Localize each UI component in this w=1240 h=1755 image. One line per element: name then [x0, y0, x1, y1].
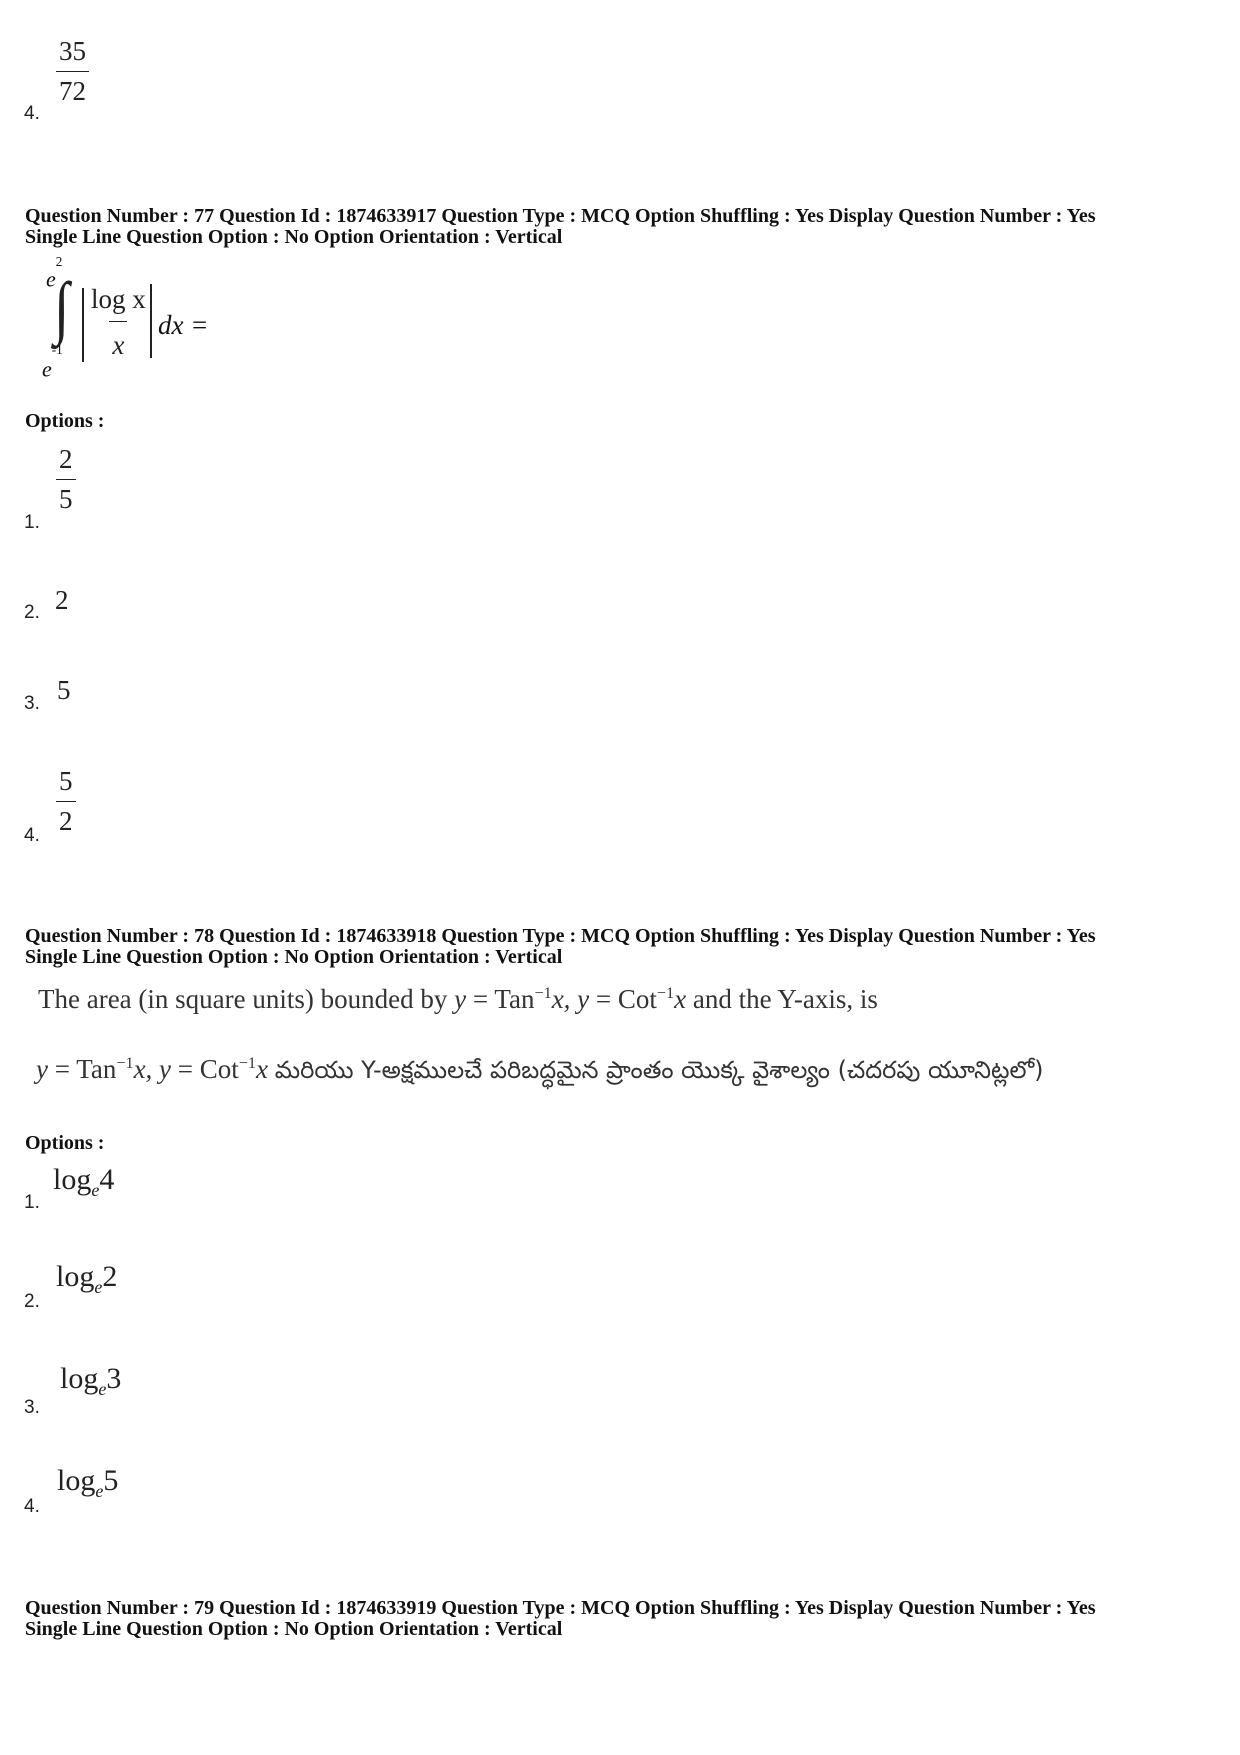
q78-eq2: =	[595, 984, 612, 1014]
q79-meta-line1: Question Number : 79 Question Id : 1874633919 Question Type : MCQ Option Shuffling : Yes Display Question Number : Yes	[25, 1597, 1096, 1619]
prev-option-4-fraction	[56, 36, 89, 107]
q78-te-tan: Tan	[76, 1054, 117, 1084]
integrand-fraction	[88, 284, 149, 361]
q78-option-4-value	[57, 1466, 118, 1500]
q78-te-tan-exp: −1	[116, 1054, 134, 1072]
q78-telugu-suffix: మరియు Y-అక్షములచే పరిబద్ధమైన ప్రాంతం యొక్క వైశాల్యం (చదరపు యూనిట్లలో)	[274, 1056, 1044, 1084]
q78-x2: x	[674, 984, 687, 1014]
q78-eq1: =	[472, 984, 489, 1014]
log-base: e	[98, 1379, 107, 1399]
log-arg: 2	[102, 1260, 118, 1293]
q77-meta	[25, 206, 1095, 248]
q77-option-2-number: 2.	[24, 602, 40, 623]
log-text: log	[53, 1163, 92, 1196]
q77-meta-line1: Question Number : 77 Question Id : 1874633917 Question Type : MCQ Option Shuffling : Yes Display Question Number : Yes	[25, 205, 1096, 227]
q77-option-4-number: 4.	[24, 825, 40, 846]
q78-option-2-value	[56, 1262, 117, 1296]
q78-question-english	[38, 984, 878, 1015]
q78-option-3-value	[60, 1364, 121, 1398]
abs-bar-left	[82, 288, 84, 362]
q78-te-eq1: =	[54, 1054, 70, 1084]
q78-tan-exp: −1	[534, 984, 552, 1002]
q78-option-3-number: 3.	[24, 1397, 40, 1418]
q78-meta-line1: Question Number : 78 Question Id : 1874633918 Question Type : MCQ Option Shuffling : Yes Display Question Number : Yes	[25, 925, 1096, 947]
q77-option-3-number: 3.	[24, 693, 40, 714]
q78-option-2-number: 2.	[24, 1291, 40, 1312]
fraction-numerator: 35	[59, 36, 86, 66]
q78-te-y2: y	[159, 1054, 172, 1084]
fraction-denominator: 5	[56, 479, 76, 515]
q78-te-cot: Cot	[199, 1054, 239, 1084]
q78-tan: Tan	[494, 984, 535, 1014]
q77-integral	[36, 254, 236, 384]
q78-x1: x,	[551, 984, 571, 1014]
q78-cot: Cot	[617, 984, 657, 1014]
abs-bar-right	[150, 284, 152, 358]
q78-y1: y	[454, 984, 467, 1014]
integral-lower-base: e	[42, 356, 52, 382]
integrand-numerator: log x	[91, 284, 146, 314]
fraction-numerator: 5	[59, 766, 73, 796]
q79-meta	[25, 1598, 1095, 1640]
integral-lower-exp: -1	[51, 342, 63, 357]
q78-y2: y	[577, 984, 590, 1014]
q77-options-label: Options :	[25, 410, 105, 432]
fraction-numerator: 2	[59, 444, 73, 474]
q77-option-1-number: 1.	[24, 512, 40, 533]
q78-question-telugu	[36, 1054, 1044, 1090]
log-arg: 3	[106, 1362, 122, 1395]
integral-tail: dx =	[158, 310, 209, 340]
log-base: e	[94, 1277, 103, 1297]
log-arg: 5	[103, 1464, 119, 1497]
log-arg: 4	[99, 1163, 115, 1196]
prev-option-4-number: 4.	[24, 103, 40, 124]
integral-upper-exp: 2	[55, 254, 63, 269]
q78-te-cot-exp: −1	[238, 1054, 257, 1072]
q78-te-eq2: =	[177, 1054, 194, 1084]
q78-suffix: and the Y-axis, is	[692, 984, 878, 1014]
integral-sign: ∫	[54, 269, 70, 347]
fraction-denominator: 2	[56, 801, 76, 837]
q78-options-label: Options :	[25, 1132, 105, 1154]
q79-meta-line2: Single Line Question Option : No Option Orientation : Vertical	[25, 1618, 563, 1640]
integral-upper-base: e	[46, 266, 56, 292]
log-base: e	[95, 1481, 104, 1501]
q78-te-y1: y	[36, 1054, 48, 1084]
log-text: log	[57, 1464, 96, 1497]
q78-te-x1: x,	[133, 1054, 153, 1084]
q77-option-4-fraction	[56, 766, 76, 837]
q77-meta-line2: Single Line Question Option : No Option Orientation : Vertical	[25, 226, 563, 248]
q77-option-2-value: 2	[55, 585, 69, 615]
q77-option-3-value: 5	[57, 675, 71, 705]
q78-option-4-number: 4.	[24, 1496, 40, 1517]
log-base: e	[91, 1180, 100, 1200]
log-text: log	[56, 1260, 95, 1293]
q78-option-1-number: 1.	[24, 1192, 40, 1213]
q78-meta-line2: Single Line Question Option : No Option Orientation : Vertical	[25, 946, 563, 968]
q78-option-1-value	[53, 1165, 114, 1199]
log-text: log	[60, 1362, 99, 1395]
fraction-denominator: 72	[56, 71, 89, 107]
integrand-denominator: x	[109, 321, 127, 361]
q78-cot-exp: −1	[656, 984, 675, 1002]
q78-meta	[25, 926, 1095, 968]
q78-te-x2: x	[256, 1054, 268, 1084]
q78-prefix: The area (in square units) bounded by	[38, 984, 448, 1014]
q77-option-1-fraction	[56, 444, 76, 515]
